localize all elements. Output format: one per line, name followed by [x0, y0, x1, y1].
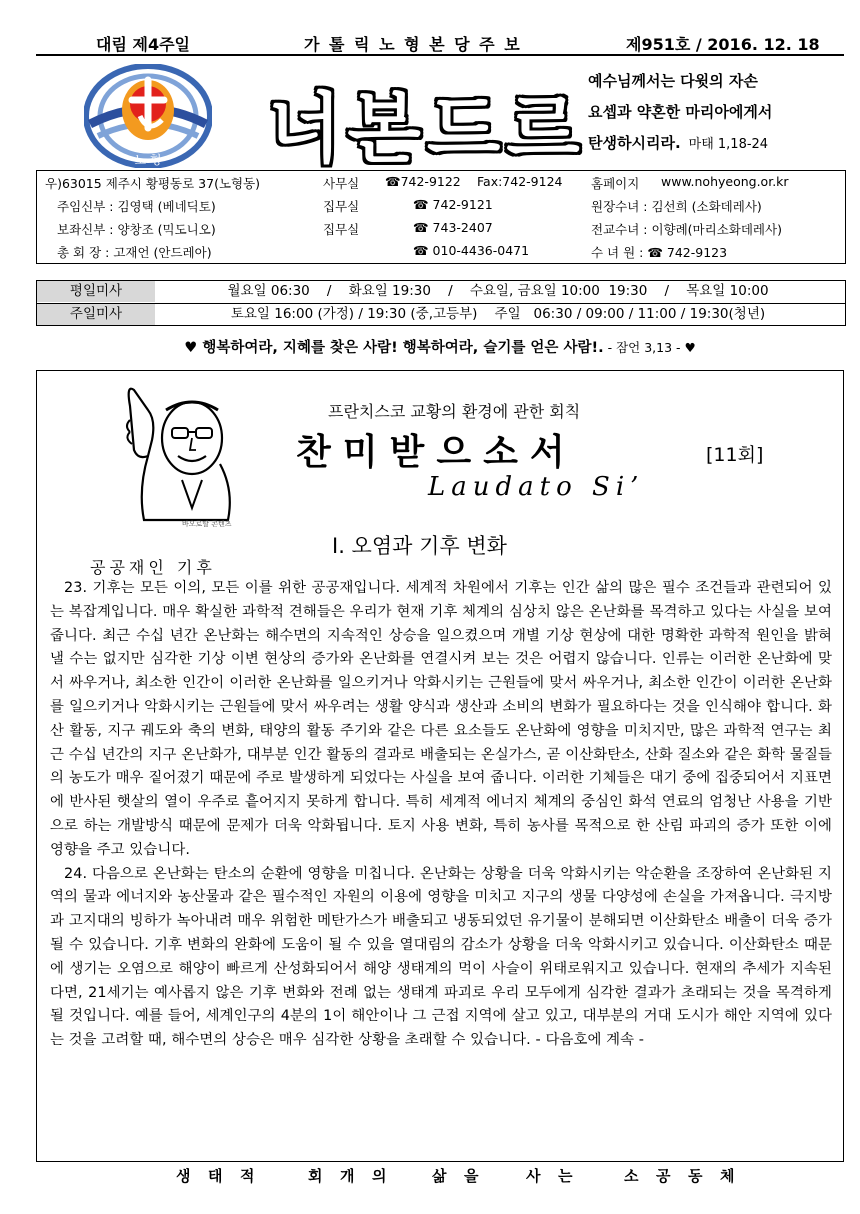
slogan-line-2: 요셉과 약혼한 마리아에게서 — [588, 103, 773, 121]
footer-char: 태 — [208, 1167, 223, 1185]
footer-char: 소 — [624, 1167, 639, 1185]
address: 우)63015 제주시 황평동로 37(노형동) — [45, 176, 261, 191]
parish-info-box — [36, 170, 846, 264]
paragraph-23: 23. 기후는 모든 이의, 모든 이를 위한 공공재입니다. 세계적 차원에서 기후는 인간 삶의 많은 필수 조건들과 관련되어 있는 복잡계입니다. 매우 확실한 과학적 견해들은 우리가 현재 기후 체계의 심상치 않은 온난화를 목격하고 있다는 사실을 보여줍니다. 최근 수십 년간 온난화는 해수면의 지속적인 상승을 일으켰으며 개별 기상 현상에 대한 명확한 과학적 원인을 밝혀 낼 수는 없지만 심각한 기상 이변 현상의 증가와 온난화를 연결시켜 보는 것은 어렵지 않습니다. 인류는 이러한 온난화에 맞서 싸우거나, 최소한 인간이 이러한 온난화를 일으키거나 악화시키는 근원들에 맞서 싸우거나, 최소한 인간이 이러한 온난화를 일으키거나 악화시키는 근원들에 맞서 싸우려는 생활 양식과 생산과 소비의 변화가 필요하다는 것을 인식해야 합니다. 화산 활동, 지구 궤도와 축의 변화, 태양의 활동 주기와 같은 다른 요소들도 온난화에 영향을 미치지만, 많은 과학적 연구는 최근 수십 년간의 지구 온난화가, 대부분 인간 활동의 결과로 배출되는 온실가스, 곧 이산화탄소, 산화 질소와 같은 화학 물질들의 농도가 매우 짙어졌기 때문에 주로 발생하게 되었다는 사실을 보여 줍니다. 이러한 기체들은 대기 중에 집중되어서 지표면에 반사된 햇살의 열이 우주로 흩어지지 못하게 합니다. 특히 세계적 에너지 체계의 중심인 화석 연료의 엄청난 사용을 기반으로 하는 개발방식 때문에 문제가 더욱 악화됩니다. 토지 사용 변화, 특히 농사를 목적으로 한 산림 파괴의 증가 또한 이에 영향을 주고 있습니다. — [50, 580, 832, 858]
council-president: 총 회 장 : 고재언 (안드레아) — [57, 245, 212, 260]
section-heading: 공공재인 기후 — [90, 558, 216, 577]
article-subtitle: 프란치스코 교황의 환경에 관한 회칙 — [328, 402, 581, 421]
sunday-mass-label: 주일미사 — [37, 304, 155, 325]
office-label: 사무실 — [323, 176, 360, 191]
footer-slogan — [36, 1163, 844, 1187]
sunday-mass-times: 토요일 16:00 (가정) / 19:30 (중,고등부) 주일 06:30 / 09:00 / 11:00 / 19:30(청년) — [230, 306, 766, 322]
footer-char: 는 — [558, 1167, 573, 1185]
footer-char: 개 — [340, 1167, 355, 1185]
assistant-phone: ☎ 743-2407 — [413, 220, 493, 235]
weekday-mass-label: 평일미사 — [37, 281, 155, 302]
president-phone: ☎ 010-4436-0471 — [413, 243, 530, 258]
assistant-room: 집무실 — [323, 222, 360, 237]
article-title: 찬미받으소서 — [296, 432, 577, 473]
motto-source: - 잠언 3,13 - ♥ — [603, 340, 696, 355]
slogan-line-3: 탄생하시리라. — [588, 134, 681, 152]
image-caption: 바오로딸 콘텐츠 — [182, 520, 232, 528]
footer-char: 의 — [372, 1167, 387, 1185]
footer-char: 삶 — [432, 1167, 447, 1185]
footer-char: 을 — [464, 1167, 479, 1185]
masthead-title: 너본드르 — [268, 84, 586, 173]
footer-char: 동 — [688, 1167, 703, 1185]
sunday-mass-row — [37, 303, 845, 325]
footer-char: 회 — [308, 1167, 323, 1185]
footer-char: 생 — [176, 1167, 191, 1185]
pastor-room: 집무실 — [323, 199, 360, 214]
weekday-mass-times: 월요일 06:30 / 화요일 19:30 / 수요일, 금요일 10:00 19:30 / 목요일 10:00 — [227, 283, 769, 299]
logo-text: 노 형 — [134, 153, 162, 167]
motto-line — [36, 336, 844, 357]
weekday-mass-row — [37, 281, 845, 302]
motto-text: ♥ 행복하여라, 지혜를 찾은 사람! 행복하여라, 슬기를 얻은 사람!. — [184, 340, 604, 356]
fax-number: Fax:742-9124 — [477, 174, 563, 189]
assistant-priest: 보좌신부 : 양창조 (믹도니오) — [57, 222, 216, 237]
header-bar — [36, 28, 844, 54]
pastor-phone: ☎ 742-9121 — [413, 197, 493, 212]
article-body — [50, 577, 832, 1053]
mission-sister: 전교수녀 : 이향례(마리소화데레사) — [591, 222, 782, 237]
convent-phone: 수 녀 원 : ☎ 742-9123 — [591, 245, 728, 260]
paragraph-24: 24. 다음으로 온난화는 탄소의 순환에 영향을 미칩니다. 온난화는 상황을 더욱 악화시키는 악순환을 조장하여 온난화된 지역의 물과 에너지와 농산물과 같은 필수적인 자원의 이용에 영향을 미치고 지구의 생물 다양성에 손실을 가져옵니다. 극지방과 고지대의 빙하가 녹아내려 매우 위험한 메탄가스가 배출되고 냉동되었던 유기물이 분해되면 이산화탄소 배출이 더욱 증가될 수 있습니다. 기후 변화의 완화에 도움이 될 수 있을 열대림의 감소가 상황을 더욱 악화시키고 있습니다. 이산화탄소 때문에 생기는 오염으로 해양이 빠르게 산성화되어서 해양 생태계의 먹이 사슬이 위태로워지고 있습니다. 현재의 추세가 지속된다면, 21세기는 예사롭지 않은 기후 변화와 전례 없는 생태계 파괴로 우리 모두에게 심각한 결과가 초래되는 것을 목격하게 될 것입니다. 예를 들어, 세계인구의 4분의 1이 해안이나 그 근접 지역에 살고 있고, 대부분의 거대 도시가 해안 지역에 있다는 것을 고려할 때, 해수면의 상승은 매우 심각한 상황을 초래할 수 있습니다. - 다음호에 계속 - — [50, 865, 832, 1049]
pope-portrait-icon — [108, 380, 258, 530]
chapter-heading: Ⅰ. 오염과 기후 변화 — [332, 534, 507, 558]
footer-char: 체 — [720, 1167, 735, 1185]
footer-char: 공 — [656, 1167, 671, 1185]
homepage-link[interactable]: www.nohyeong.or.kr — [661, 174, 789, 189]
mass-schedule — [36, 280, 846, 326]
bulletin-name: 가 톨 릭 노 형 본 당 주 보 — [304, 35, 522, 54]
issue-number: 제951호 / 2016. 12. 18 — [626, 35, 820, 54]
slogan-line-1: 예수님께서는 다윗의 자손 — [588, 72, 758, 90]
header-rule — [36, 54, 844, 56]
slogan-reference: 마태 1,18-24 — [688, 137, 769, 152]
footer-char: 사 — [526, 1167, 541, 1185]
pastor: 주임신부 : 김영택 (베네딕토) — [57, 199, 216, 214]
office-phone: ☎742-9122 — [385, 174, 461, 189]
parish-logo-icon — [84, 64, 212, 168]
homepage-label: 홈페이지 — [591, 176, 640, 191]
advent-slogan — [588, 66, 838, 160]
head-sister: 원장수녀 : 김선희 (소화데레사) — [591, 199, 762, 214]
latin-title: Laudato Si’ — [428, 472, 645, 502]
episode-number: [11회] — [706, 444, 764, 466]
footer-char: 적 — [240, 1167, 255, 1185]
liturgical-week: 대림 제4주일 — [96, 35, 190, 54]
